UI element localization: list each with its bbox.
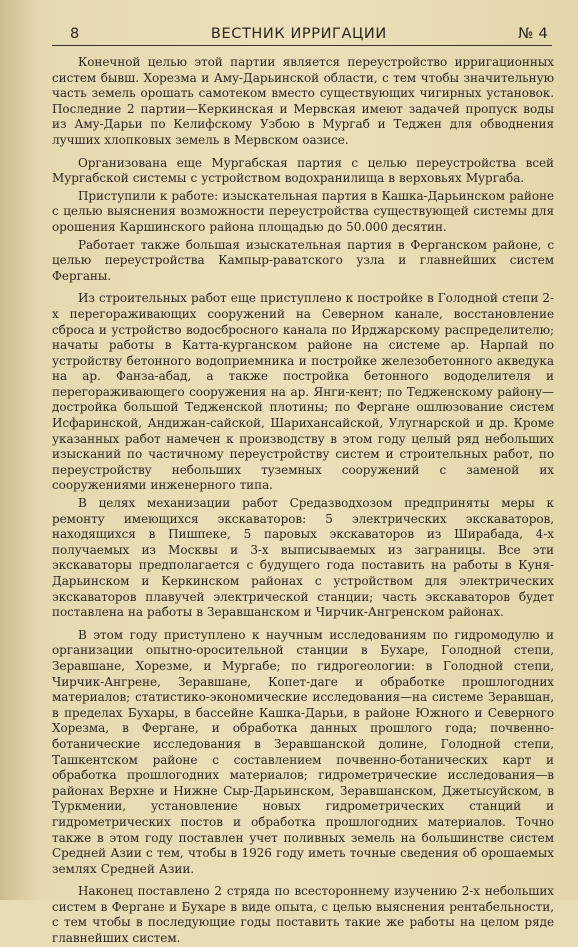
paragraph: Из строительных работ еще приступлено к постройке в Голодной степи 2-х перегораживающих сооружений на Северном канале, восстановление сброса и устройство водосбросного канала по Ирджарскому распределителю; начаты работы в Катта-курганском районе на системе ар. Нарпай по устройству бетонного водоприемника и постройке железобетонного акведука на ар. Фанза-абад, а также постройка бетонного вододелителя и перегораживающего сооружения на ар. Янги-кент; по Тедженскому району—достройка большой Тедженской плотины; по Фергане ошлюзование систем Исфаринской, Андижан-сайской, Шарихансайской, Улугнарской и др. Кроме указанных работ намечен к производству в этом году целый ряд небольших изысканий по частичному переустройству систем и строительных работ, по переустройству небольших туземных сооружений с заменой их сооружениями инженерного типа.	[52, 291, 554, 493]
page-number: 8	[70, 26, 80, 42]
issue-number: № 4	[518, 26, 548, 42]
paragraph: Работает также большая изыскательная партия в Ферганском районе, с целью переустройства Кампыр-раватского узла и главнейших систем Ферганы.	[52, 237, 554, 283]
journal-title: ВЕСТНИК ИРРИГАЦИИ	[210, 26, 387, 42]
article-body	[52, 46, 554, 947]
paragraph: Наконец поставлено 2 стряда по всестороннему изучению 2-х небольших систем в Фергане и Бухаре в виде опыта, с целью выяснения рентабельности, с тем чтобы в последующие годы поставить такие же работы на целом ряде главнейших систем.	[52, 884, 554, 946]
paragraph: Организована еще Мургабская партия с целью переустройства всей Мургабской системы с устройством водохранилища в верховьях Мургаба.	[52, 155, 554, 186]
paragraph: Приступили к работе: изыскательная партия в Кашка-Дарьинском районе с целью выяснения возможности переустройства существующей системы для орошения Каршинского района площадью до 50.000 десятин.	[52, 188, 554, 234]
running-header	[52, 26, 552, 46]
paragraph: Конечной целью этой партии является переустройство ирригационных систем бывш. Хорезма и Аму-Дарьинской области, с тем чтобы значительную часть земель орошать самотеком вместо существующих чигирных установок. Последние 2 партии—Керкинская и Мервская имеют задачей пропуск воды из Аму-Дарьи по Келифскому Узбою в Мургаб и Теджен для обводнения лучших хлопковых земель в Мервском оазисе.	[52, 55, 554, 147]
paragraph: В целях механизации работ Средазводхозом предприняты меры к ремонту имеющихся экскаваторов: 5 электрических экскаваторов, находящихся в Пишпеке, 5 паровых экскаваторов из Ширабада, 4-х получаемых из Москвы и 3-х выписываемых из заграницы. Все эти экскаваторы предполагается с будущего года поставить на работы в Куня-Дарьинском и Керкинском районах с устройством для электрических экскаваторов плавучей электрической станции; часть экскаваторов будет поставлена на работы в Зеравшанском и Чирчик-Ангренском районах.	[52, 496, 554, 620]
paragraph: В этом году приступлено к научным исследованиям по гидромодулю и организации опытно-оросительной станции в Бухаре, Голодной степи, Зеравшане, Хорезме, и Мургабе; по гидрогеологии: в Голодной степи, Чирчик-Ангрене, Зеравшане, Копет-даге и обработке прошлогодних материалов; статистико-экономические исследования—на системе Зеравшан, в пределах Бухары, в бассейне Кашка-Дарьи, в районе Южного и Северного Хорезма, в Фергане, и обработка данных прошлого года; почвенно-ботанические исследования в Зеравшанской долине, Голодной степи, Ташкентском районе с составлением почвенно-ботанических карт и обработка прошлогодних материалов; гидрометрические исследования—в районах Верхне и Нижне Сыр-Дарьинском, Зеравшанском, Джетысуйском, в Туркмении, установление новых гидрометрических станций и гидрометрических постов и обработка прошлогодних материалов. Точно также в этом году поставлен учет поливных земель на большинстве систем Средней Азии с тем, чтобы в 1926 году иметь точные сведения об орошаемых землях Средней Азии.	[52, 627, 554, 876]
